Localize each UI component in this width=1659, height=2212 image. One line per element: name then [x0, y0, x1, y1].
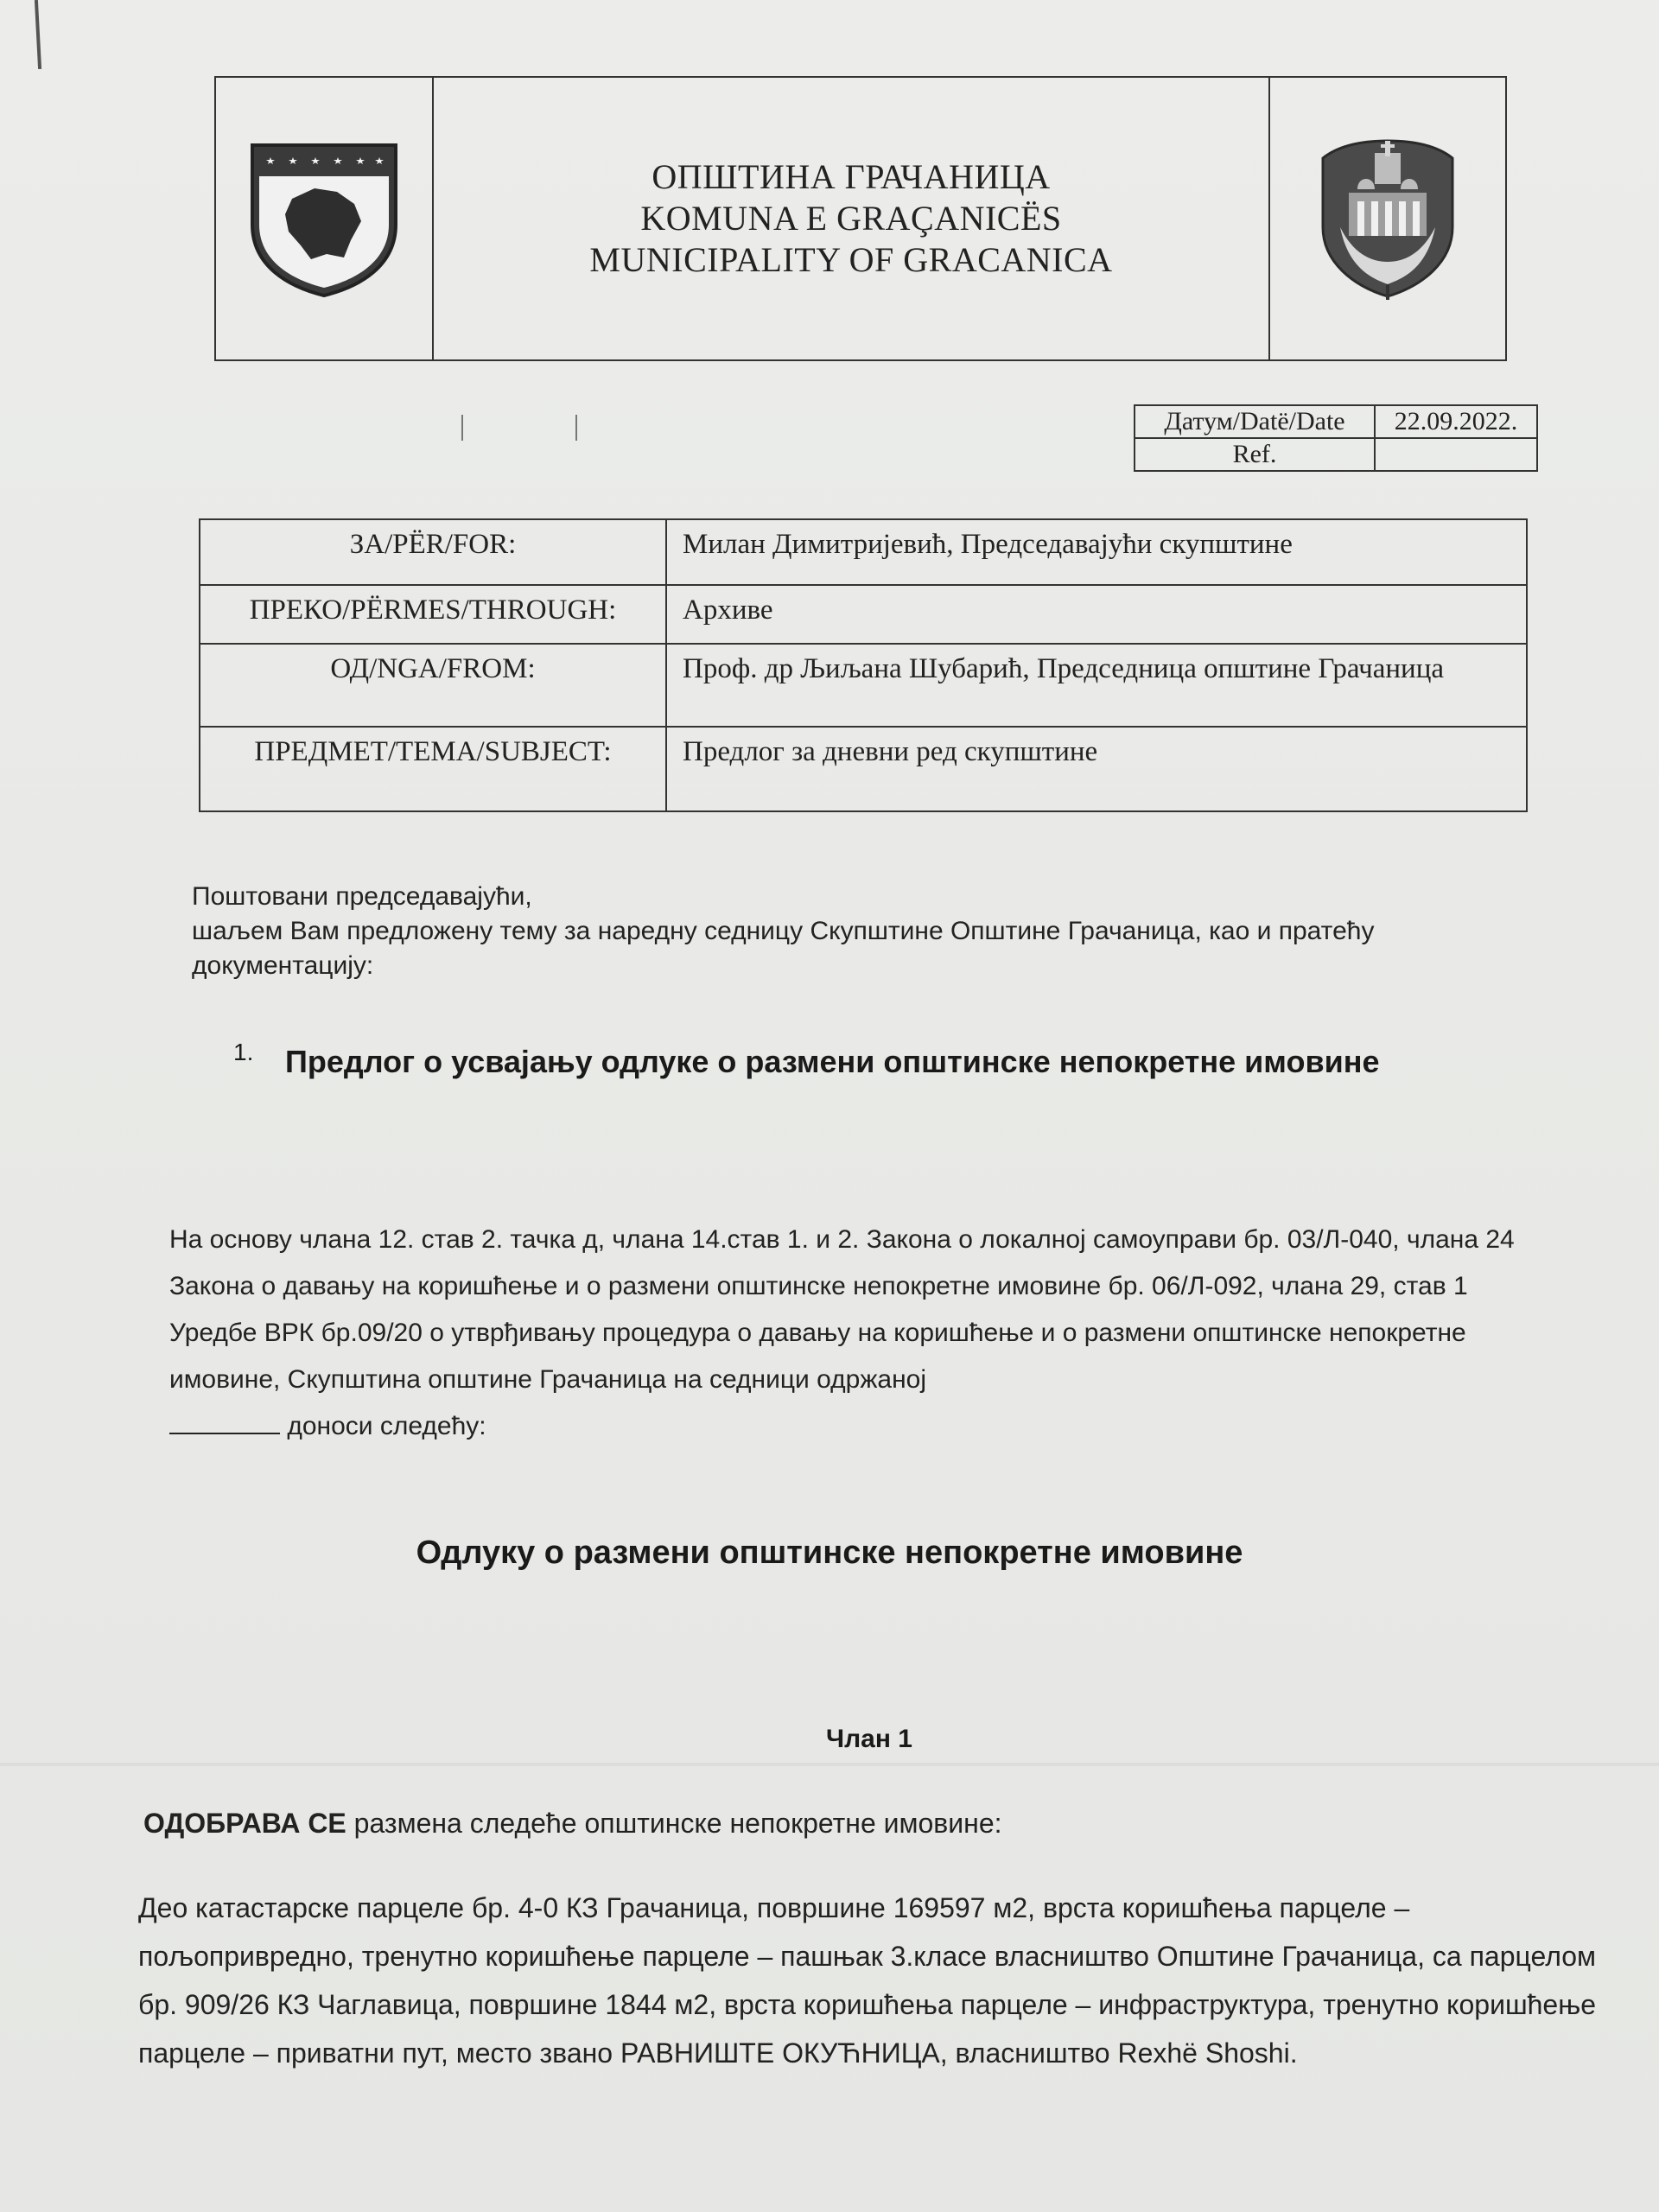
left-emblem-cell [216, 78, 434, 359]
proposal-item [233, 1030, 1460, 1094]
parcel-description: Део катастарске парцеле бр. 4-0 КЗ Грачаница, површине 169597 м2, врста коришћења парцеле – пољопривредно, тренутно коришћење парцеле – пашњак 3.класе власништво Општине Грачаница, са парцелом бр. 909/26 КЗ Чаглавица, површине 1844 м2, врста коришћења парцеле – инфраструктура, тренутно коришћење парцеле – приватни пут, место звано РАВНИШТЕ ОКУЋНИЦА, власништво Rexhë Shoshi. [138, 1892, 1597, 2069]
routing-value: Проф. др Љиљана Шубарић, Председница општине Грачаница [666, 644, 1527, 727]
scan-tick-mark [575, 415, 577, 441]
legal-basis-paragraph [169, 1217, 1535, 1450]
ref-label: Ref. [1135, 438, 1375, 471]
paper-fold [0, 1763, 1659, 1766]
date-value: 22.09.2022. [1375, 405, 1537, 438]
approval-text: размена следеће општинске непокретне имовине: [353, 1808, 1002, 1839]
kosovo-coat-of-arms-icon [247, 138, 401, 299]
legal-basis-text: На основу члана 12. став 2. тачка д, члана 14.став 1. и 2. Закона о локалној самоуправи бр. 03/Л-040, члана 24 Закона о давању на коришћење и о размени општинске непокретне имовине бр. 06/Л-092, члана 29, став 1 Уредбе ВРК бр.09/20 о утврђивању процедура о давању на коришћење и о размени општинске непокретне имовине, Скупштина општине Грачаница на седници одржаној [169, 1225, 1515, 1394]
date-label: Датум/Datë/Date [1135, 405, 1375, 438]
right-emblem-cell [1270, 78, 1505, 359]
approval-keyword: ОДОБРАВА СЕ [143, 1808, 346, 1839]
article-heading: Члан 1 [826, 1725, 912, 1753]
greeting-salutation: Поштовани председавајући, [192, 882, 532, 911]
letterhead [214, 76, 1507, 361]
routing-row-through [200, 585, 1527, 644]
routing-table [199, 518, 1528, 812]
title-english: MUNICIPALITY OF GRACANICA [589, 240, 1113, 279]
routing-key: ПРЕКО/PËRMES/THROUGH: [200, 585, 666, 644]
greeting-intro: шаљем Вам предложену тему за наредну седницу Скупштине Општине Грачаница, као и пратећу документацију: [192, 917, 1375, 980]
routing-row-for [200, 519, 1527, 585]
routing-value: Предлог за дневни ред скупштине [666, 727, 1527, 811]
gracanica-municipal-emblem-icon [1314, 132, 1461, 305]
proposal-number: 1. [233, 1039, 254, 1065]
routing-value: Милан Димитријевић, Председавајући скупштине [666, 519, 1527, 585]
date-ref-box [1134, 404, 1538, 472]
ref-value [1375, 438, 1537, 471]
letterhead-titles [434, 78, 1270, 359]
session-date-blank [169, 1408, 280, 1434]
routing-row-subject [200, 727, 1527, 811]
scan-tick-mark [461, 415, 463, 441]
page-edge-mark [35, 0, 41, 69]
routing-row-from [200, 644, 1527, 727]
routing-key: ЗА/PËR/FOR: [200, 519, 666, 585]
approval-line [143, 1808, 1526, 1840]
legal-basis-tail: доноси следећу: [287, 1412, 486, 1440]
routing-key: ПРЕДМЕТ/TEMA/SUBJECT: [200, 727, 666, 811]
decision-title: Одлуку о размени општинске непокретне имовине [416, 1535, 1243, 1571]
routing-value: Архиве [666, 585, 1527, 644]
routing-key: ОД/NGA/FROM: [200, 644, 666, 727]
proposal-text: Предлог о усвајању одлуке о размени општинске непокретне имовине [285, 1044, 1380, 1079]
greeting [192, 880, 1522, 983]
title-serbian: ОПШТИНА ГРАЧАНИЦА [652, 157, 1051, 196]
title-albanian: KOMUNA E GRAÇANICËS [640, 199, 1062, 238]
